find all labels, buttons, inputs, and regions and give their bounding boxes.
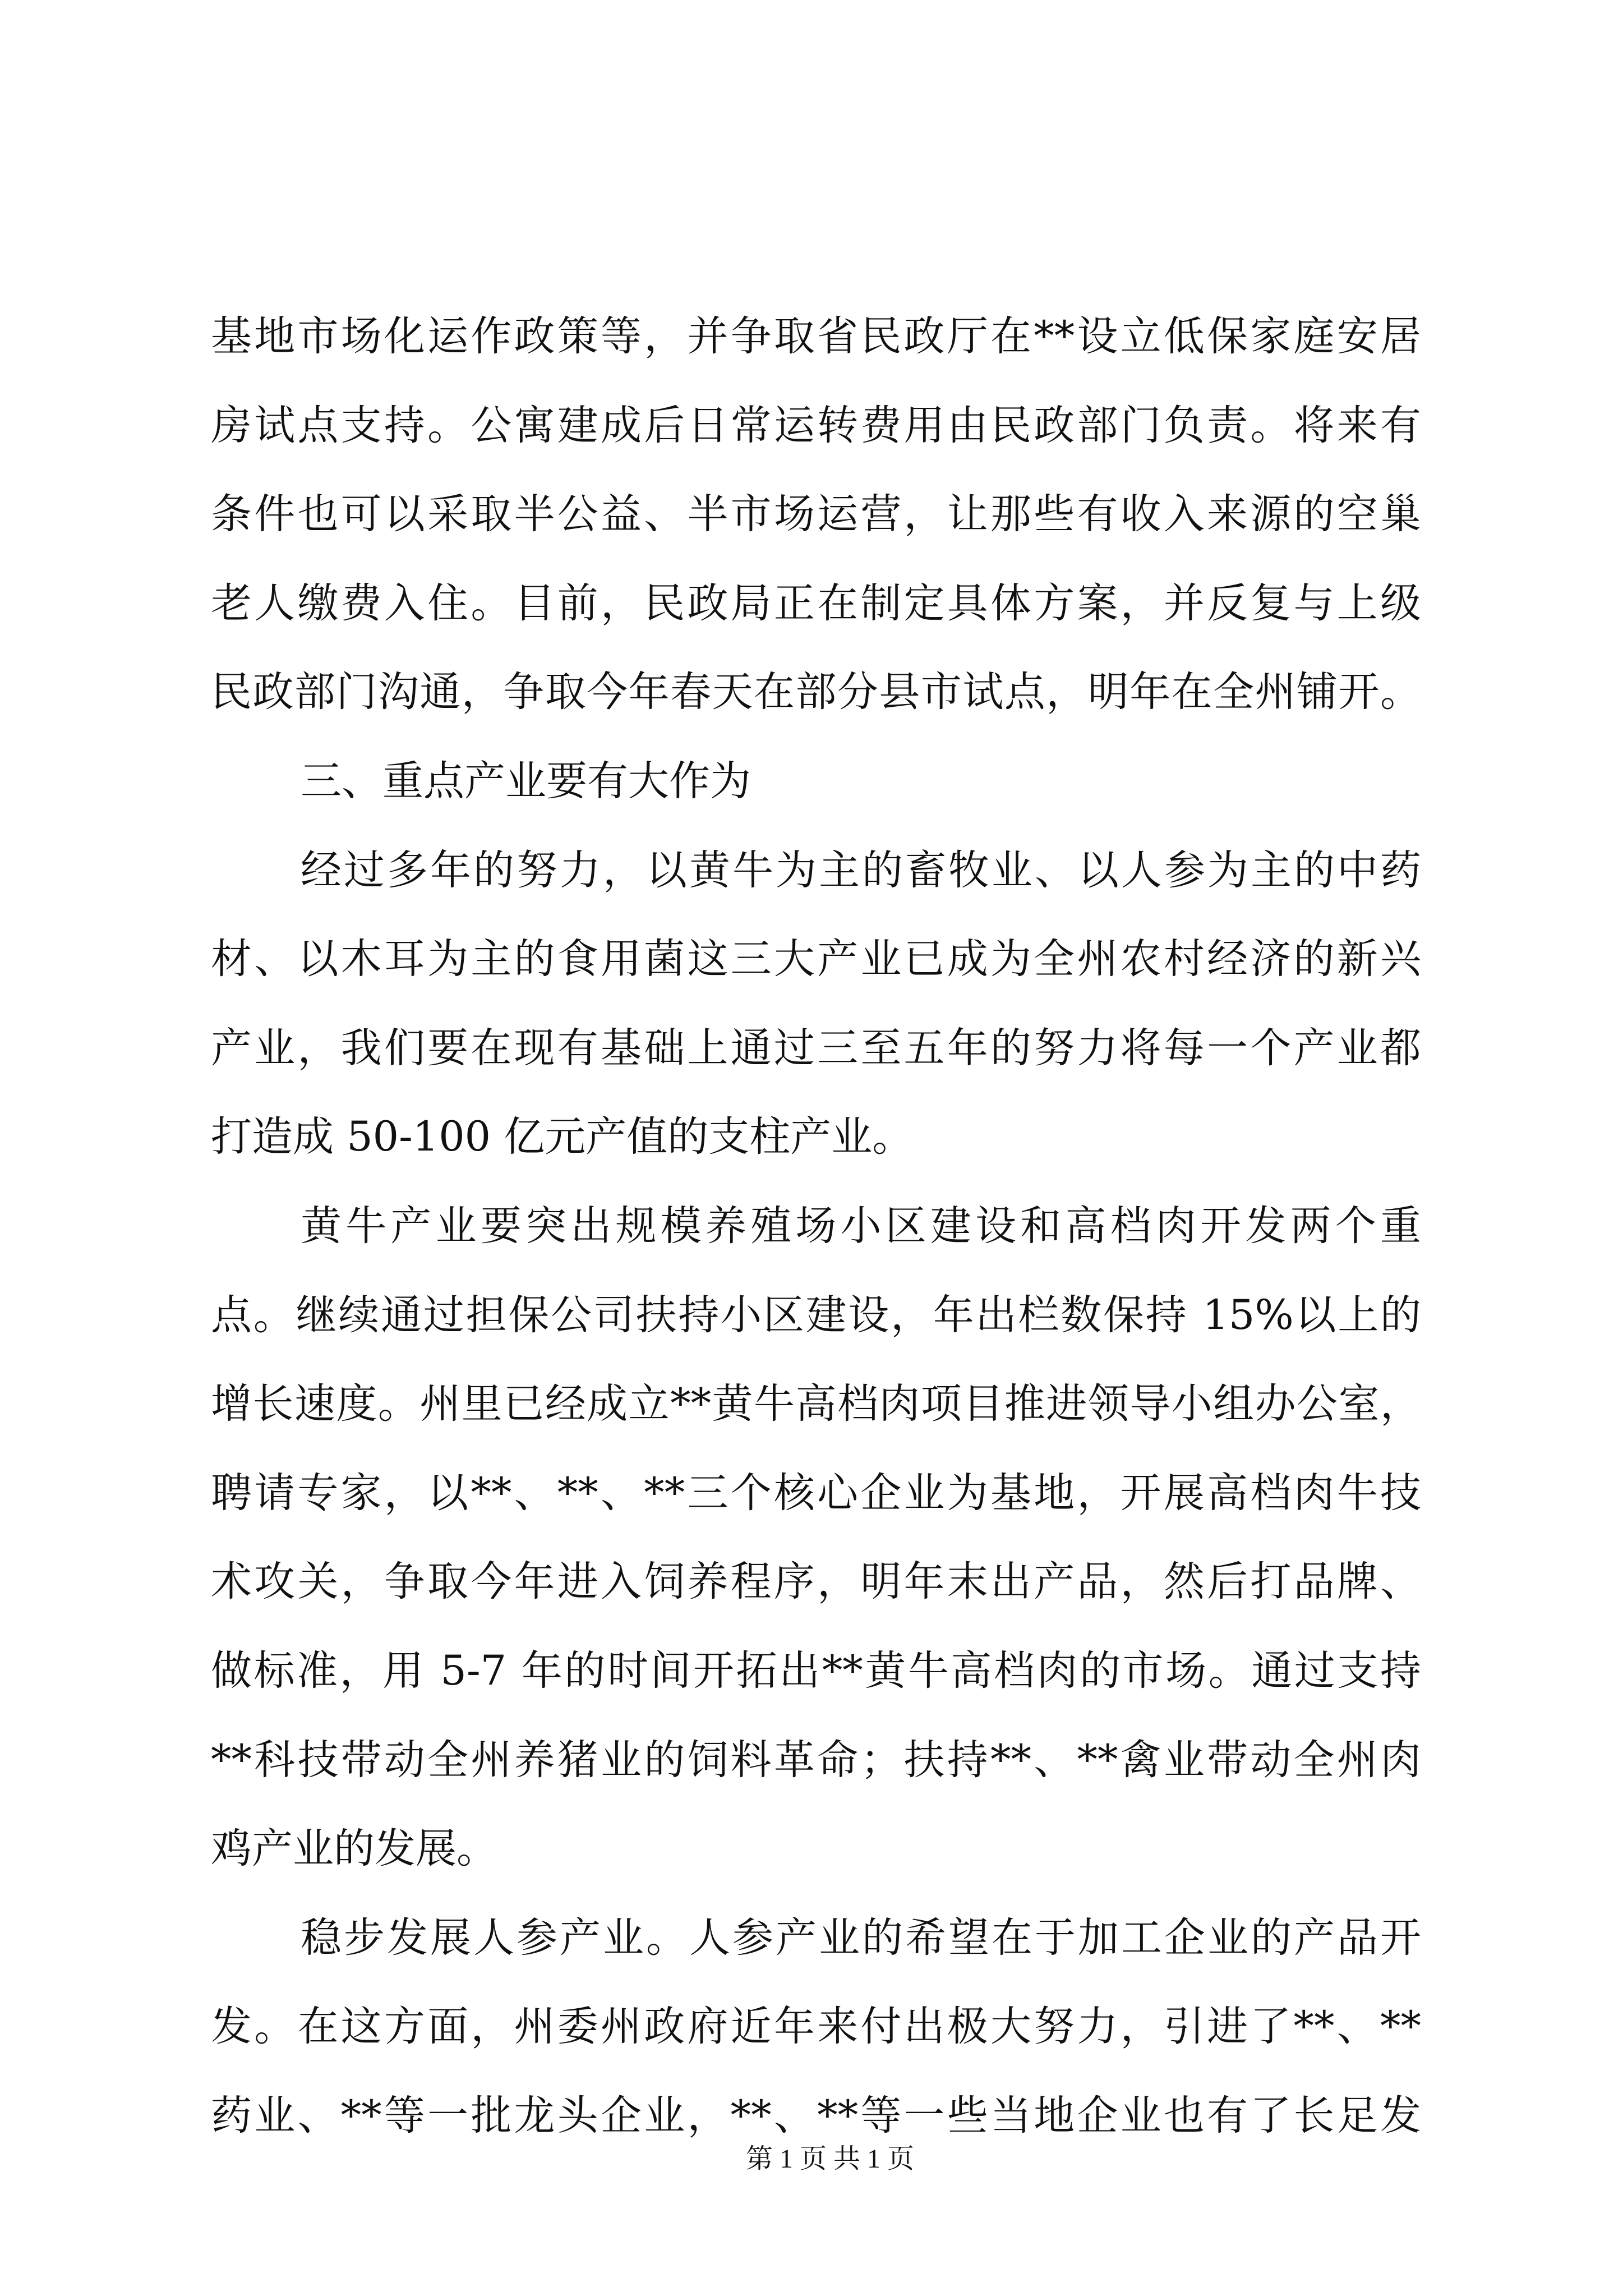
- text-line: 基地市场化运作政策等，并争取省民政厅在**设立低保家庭安居: [211, 312, 1421, 360]
- text-line: 打造成 50-100 亿元产值的支柱产业。: [211, 1113, 914, 1161]
- paragraph-continued: [211, 292, 1421, 737]
- text-line: 条件也可以采取半公益、半市场运营，让那些有收入来源的空巢: [211, 490, 1421, 539]
- text-line: 稳步发展人参产业。人参产业的希望在于加工企业的产品开: [301, 1913, 1421, 1962]
- paragraph-cattle: [211, 1182, 1421, 1894]
- text-line: 经过多年的努力，以黄牛为主的畜牧业、以人参为主的中药: [301, 846, 1421, 894]
- text-line: 术攻关，争取今年进入饲养程序，明年末出产品，然后打品牌、: [211, 1558, 1421, 1606]
- text-line: 聘请专家，以**、**、**三个核心企业为基地，开展高档肉牛技: [211, 1469, 1421, 1517]
- text-line: 老人缴费入住。目前，民政局正在制定具体方案，并反复与上级: [211, 579, 1421, 627]
- body-text: [211, 292, 1421, 2160]
- text-line: 做标准，用 5-7 年的时间开拓出**黄牛高档肉的市场。通过支持: [211, 1646, 1421, 1695]
- text-line: 鸡产业的发展。: [211, 1825, 497, 1873]
- section-heading: 三、重点产业要有大作为: [301, 757, 751, 805]
- text-line: 材、以木耳为主的食用菌这三大产业已成为全州农村经济的新兴: [211, 935, 1421, 983]
- text-line: 药业、**等一批龙头企业，**、**等一些当地企业也有了长足发: [211, 2091, 1421, 2139]
- text-line: 黄牛产业要突出规模养殖场小区建设和高档肉开发两个重: [301, 1202, 1421, 1250]
- text-line: 房试点支持。公寓建成后日常运转费用由民政部门负责。将来有: [211, 401, 1421, 449]
- text-line: 发。在这方面，州委州政府近年来付出极大努力，引进了**、**: [211, 2003, 1421, 2051]
- page-number: 第 1 页 共 1 页: [746, 2144, 915, 2174]
- text-line: 点。继续通过担保公司扶持小区建设，年出栏数保持 15%以上的: [211, 1291, 1421, 1339]
- paragraph-industries: [211, 826, 1421, 1182]
- paragraph-ginseng: [211, 1894, 1421, 2161]
- text-line: **科技带动全州养猪业的饲料革命；扶持**、**禽业带动全州肉: [211, 1736, 1421, 1784]
- page-footer: [746, 2142, 914, 2176]
- text-line: 民政部门沟通，争取今年春天在部分县市试点，明年在全州铺开。: [211, 668, 1421, 716]
- text-line: 增长速度。州里已经成立**黄牛高档肉项目推进领导小组办公室，: [211, 1380, 1421, 1428]
- text-line: 产业，我们要在现有基础上通过三至五年的努力将每一个产业都: [211, 1024, 1421, 1072]
